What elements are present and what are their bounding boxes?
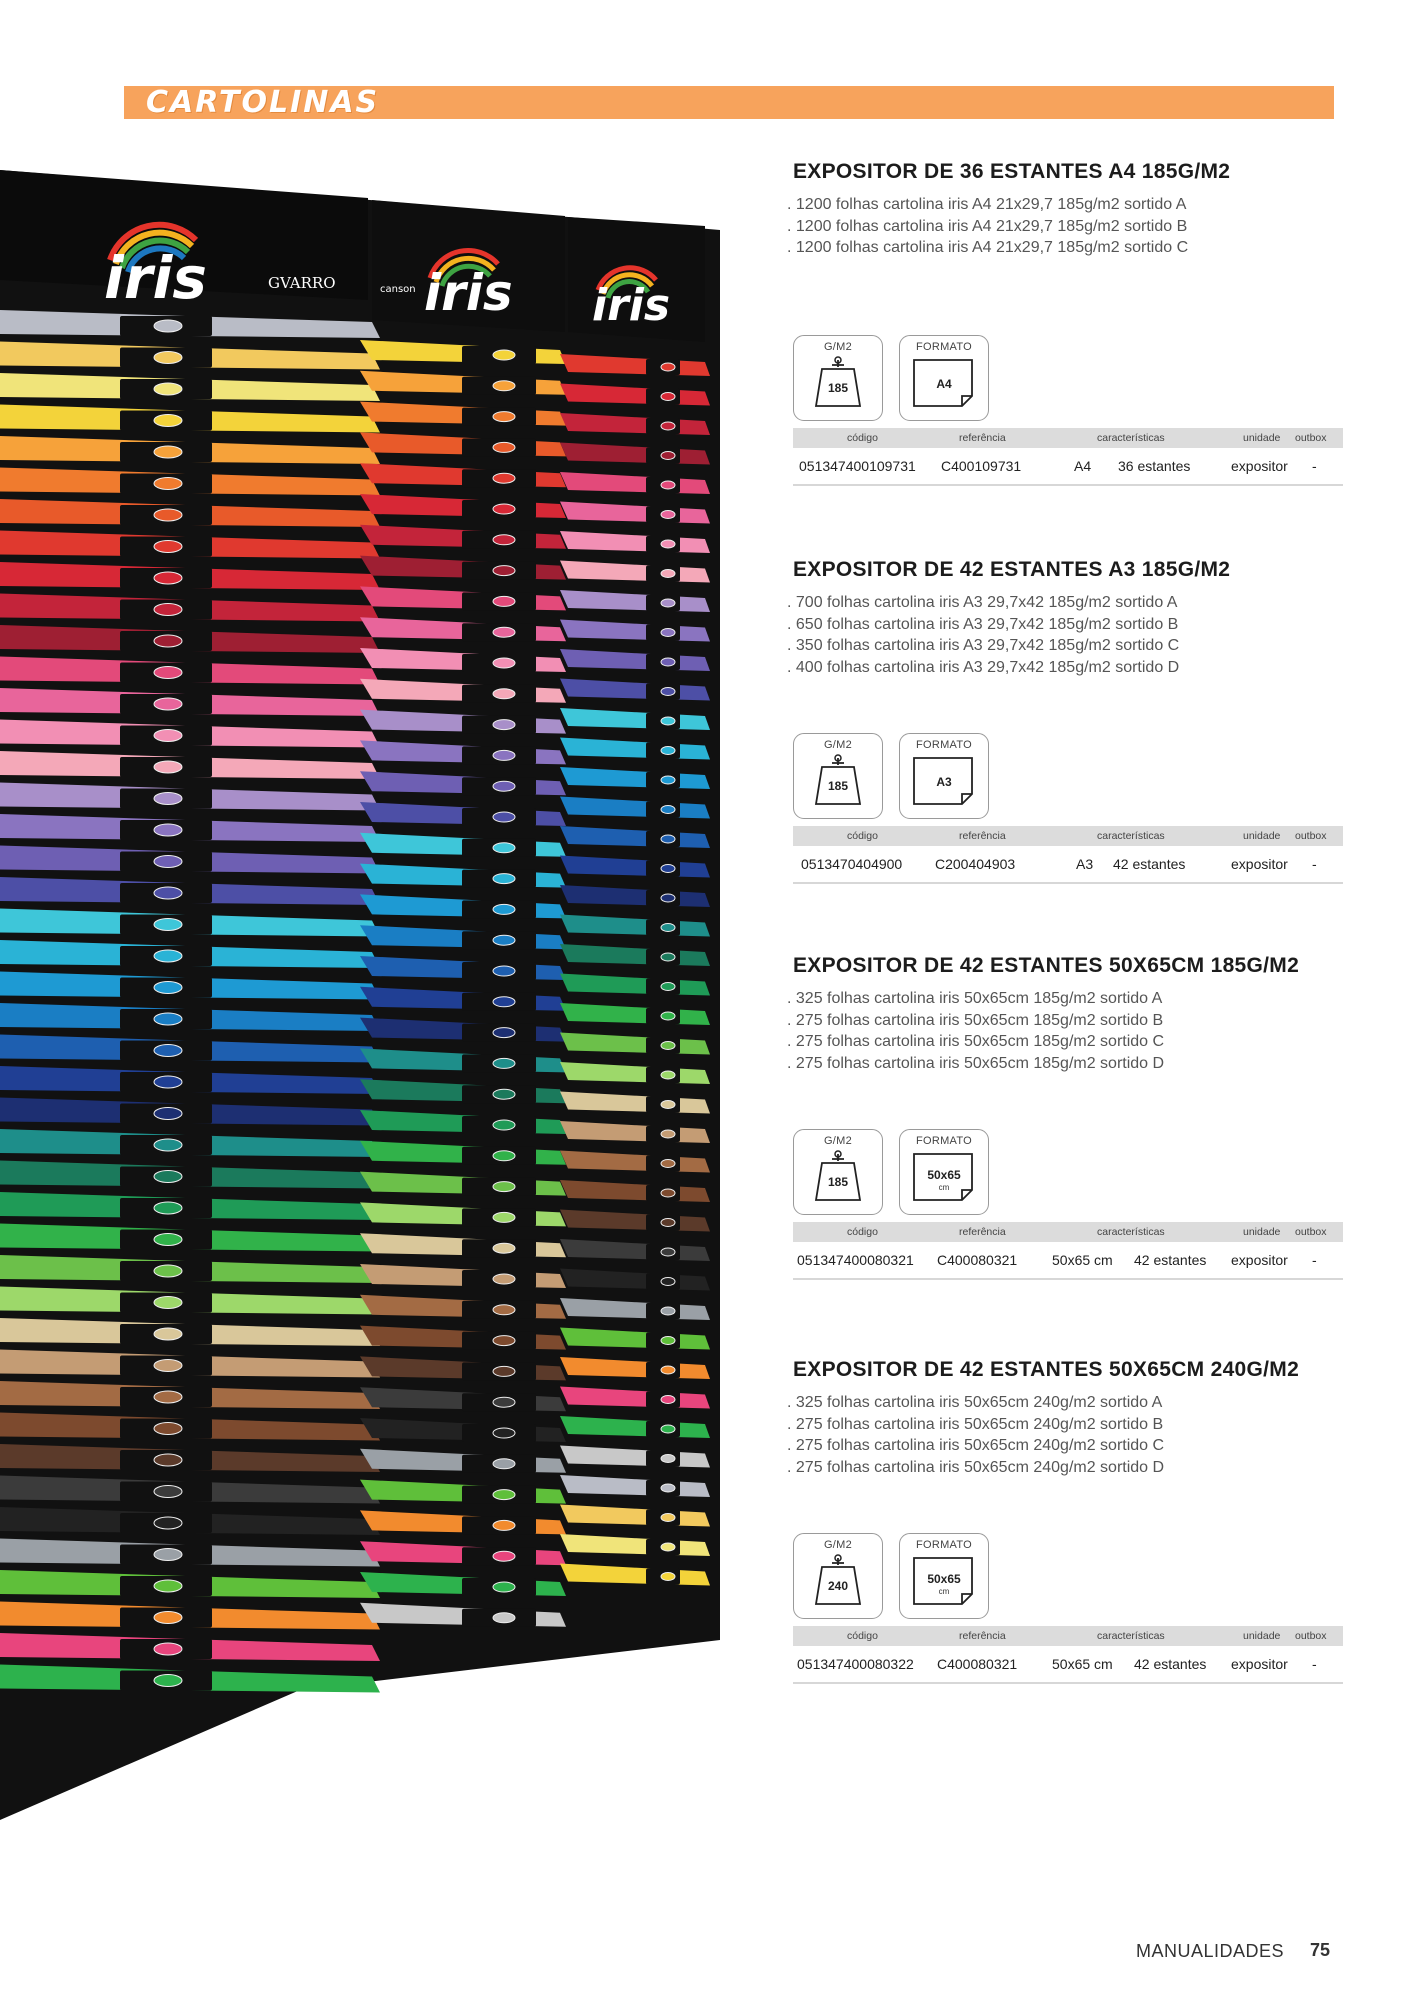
- cell-estantes: 42 estantes: [1134, 1252, 1207, 1268]
- weight-icon: [794, 336, 882, 420]
- contents-line: . 275 folhas cartolina iris 50x65cm 185g/m2 sortido C: [787, 1033, 1165, 1051]
- product-title: EXPOSITOR DE 36 ESTANTES A4 185G/M2: [793, 160, 1231, 183]
- contents-line: . 650 folhas cartolina iris A3 29,7x42 185g/m2 sortido B: [787, 615, 1179, 633]
- col-referencia: referência: [959, 1630, 1006, 1642]
- weight-badge: [793, 1129, 883, 1215]
- section-banner: [124, 86, 1334, 119]
- cell-unidade: expositor: [1231, 1252, 1288, 1268]
- table-header: [793, 428, 1343, 448]
- col-caracteristicas: características: [1097, 1226, 1165, 1238]
- badge-value: 50x65: [927, 1572, 961, 1586]
- col-referencia: referência: [959, 1226, 1006, 1238]
- badge-label: G/M2: [823, 739, 853, 751]
- badge-unit: cm: [938, 1587, 950, 1596]
- product-contents: [787, 988, 1164, 1075]
- col-referencia: referência: [959, 830, 1006, 842]
- product-table: [793, 1222, 1343, 1280]
- cell-formato: A3: [1076, 856, 1094, 872]
- table-row: [793, 1646, 1343, 1684]
- badge-label: FORMATO: [915, 1135, 973, 1147]
- contents-line: . 275 folhas cartolina iris 50x65cm 240g/m2 sortido D: [787, 1459, 1165, 1477]
- cell-outbox: -: [1312, 458, 1317, 474]
- col-codigo: código: [847, 1226, 878, 1238]
- contents-line: . 400 folhas cartolina iris A3 29,7x42 185g/m2 sortido D: [787, 659, 1180, 677]
- product-table: [793, 826, 1343, 884]
- product-table: [793, 428, 1343, 486]
- cell-codigo: 051347400080321: [797, 1252, 914, 1268]
- col-unidade: unidade: [1243, 432, 1281, 444]
- weight-badge: [793, 335, 883, 421]
- col-unidade: unidade: [1243, 830, 1281, 842]
- format-badge: [899, 733, 989, 819]
- product-title: EXPOSITOR DE 42 ESTANTES 50X65CM 240G/M2: [793, 1358, 1300, 1381]
- format-badge: [899, 1129, 989, 1215]
- iris-logo-3-text: iris: [592, 280, 671, 331]
- col-unidade: unidade: [1243, 1630, 1281, 1642]
- badge-unit: cm: [938, 1183, 950, 1192]
- cell-codigo: 0513470404900: [801, 856, 903, 872]
- spec-badges: [793, 1129, 1013, 1217]
- badge-value: 185: [827, 381, 849, 395]
- badge-value: 50x65: [927, 1168, 961, 1182]
- contents-line: . 700 folhas cartolina iris A3 29,7x42 185g/m2 sortido A: [787, 594, 1178, 611]
- cell-outbox: -: [1312, 856, 1317, 872]
- contents-line: . 325 folhas cartolina iris 50x65cm 240g/m2 sortido A: [787, 1394, 1163, 1411]
- weight-icon: [794, 1130, 882, 1214]
- product-contents: [787, 1392, 1164, 1479]
- contents-line: . 275 folhas cartolina iris 50x65cm 240g/m2 sortido B: [787, 1415, 1164, 1433]
- cell-unidade: expositor: [1231, 856, 1288, 872]
- badge-value: A4: [936, 377, 952, 391]
- format-badge: [899, 1533, 989, 1619]
- contents-line: . 350 folhas cartolina iris A3 29,7x42 185g/m2 sortido C: [787, 637, 1180, 655]
- badge-label: G/M2: [823, 1135, 853, 1147]
- table-row: [793, 846, 1343, 884]
- display-stand-photo: [0, 160, 740, 1850]
- product-contents: [787, 194, 1188, 259]
- cell-outbox: -: [1312, 1252, 1317, 1268]
- table-header: [793, 1222, 1343, 1242]
- cell-referencia: C400109731: [941, 458, 1022, 474]
- col-codigo: código: [847, 432, 878, 444]
- contents-line: . 1200 folhas cartolina iris A4 21x29,7 185g/m2 sortido B: [787, 217, 1188, 235]
- cell-codigo: 051347400080322: [797, 1656, 914, 1672]
- weight-icon: [794, 1534, 882, 1618]
- col-outbox: outbox: [1295, 432, 1327, 444]
- col-caracteristicas: características: [1097, 830, 1165, 842]
- badge-value: 240: [827, 1579, 849, 1593]
- cell-estantes: 42 estantes: [1113, 856, 1186, 872]
- contents-line: . 1200 folhas cartolina iris A4 21x29,7 185g/m2 sortido C: [787, 239, 1189, 257]
- product-title: EXPOSITOR DE 42 ESTANTES A3 185G/M2: [793, 558, 1231, 581]
- iris-logo-2-text: iris: [424, 264, 513, 322]
- badge-label: FORMATO: [915, 739, 973, 751]
- page-number: 75: [1310, 1940, 1331, 1960]
- cell-outbox: -: [1312, 1656, 1317, 1672]
- badge-value: A3: [936, 775, 952, 789]
- contents-line: . 275 folhas cartolina iris 50x65cm 240g/m2 sortido C: [787, 1437, 1165, 1455]
- cell-codigo: 051347400109731: [799, 458, 916, 474]
- col-outbox: outbox: [1295, 1226, 1327, 1238]
- badge-value: 185: [827, 779, 849, 793]
- spec-badges: [793, 1533, 1013, 1621]
- col-referencia: referência: [959, 432, 1006, 444]
- cell-referencia: C200404903: [935, 856, 1016, 872]
- badge-label: FORMATO: [915, 1539, 973, 1551]
- cell-estantes: 42 estantes: [1134, 1656, 1207, 1672]
- badge-value: 185: [827, 1175, 849, 1189]
- badge-label: G/M2: [823, 1539, 853, 1551]
- product-contents: [787, 592, 1179, 679]
- badge-label: G/M2: [823, 341, 853, 353]
- col-codigo: código: [847, 1630, 878, 1642]
- cell-formato: 50x65 cm: [1052, 1252, 1113, 1268]
- spec-badges: [793, 335, 1013, 423]
- spec-badges: [793, 733, 1013, 821]
- contents-line: . 325 folhas cartolina iris 50x65cm 185g/m2 sortido A: [787, 990, 1163, 1007]
- badge-label: FORMATO: [915, 341, 973, 353]
- cell-unidade: expositor: [1231, 1656, 1288, 1672]
- cell-referencia: C400080321: [937, 1252, 1018, 1268]
- col-caracteristicas: características: [1097, 1630, 1165, 1642]
- table-header: [793, 1626, 1343, 1646]
- cell-estantes: 36 estantes: [1118, 458, 1191, 474]
- table-header: [793, 826, 1343, 846]
- cell-unidade: expositor: [1231, 458, 1288, 474]
- cell-formato: 50x65 cm: [1052, 1656, 1113, 1672]
- col-unidade: unidade: [1243, 1226, 1281, 1238]
- weight-icon: [794, 734, 882, 818]
- contents-line: . 275 folhas cartolina iris 50x65cm 185g/m2 sortido D: [787, 1055, 1165, 1073]
- contents-line: . 1200 folhas cartolina iris A4 21x29,7 185g/m2 sortido A: [787, 196, 1187, 213]
- iris-logo-1-text: iris: [104, 244, 207, 312]
- weight-badge: [793, 733, 883, 819]
- format-badge: [899, 335, 989, 421]
- product-table: [793, 1626, 1343, 1684]
- table-row: [793, 1242, 1343, 1280]
- product-title: EXPOSITOR DE 42 ESTANTES 50X65CM 185G/M2: [793, 954, 1300, 977]
- cell-formato: A4: [1074, 458, 1092, 474]
- table-row: [793, 448, 1343, 486]
- col-codigo: código: [847, 830, 878, 842]
- weight-badge: [793, 1533, 883, 1619]
- section-title: CARTOLINAS: [146, 85, 380, 120]
- gvarro-logo-text: GVARRO: [268, 274, 336, 292]
- contents-line: . 275 folhas cartolina iris 50x65cm 185g/m2 sortido B: [787, 1011, 1164, 1029]
- col-outbox: outbox: [1295, 830, 1327, 842]
- col-outbox: outbox: [1295, 1630, 1327, 1642]
- footer-section-name: MANUALIDADES: [1136, 1941, 1285, 1961]
- cell-referencia: C400080321: [937, 1656, 1018, 1672]
- col-caracteristicas: características: [1097, 432, 1165, 444]
- canson-logo-text: canson: [380, 284, 416, 295]
